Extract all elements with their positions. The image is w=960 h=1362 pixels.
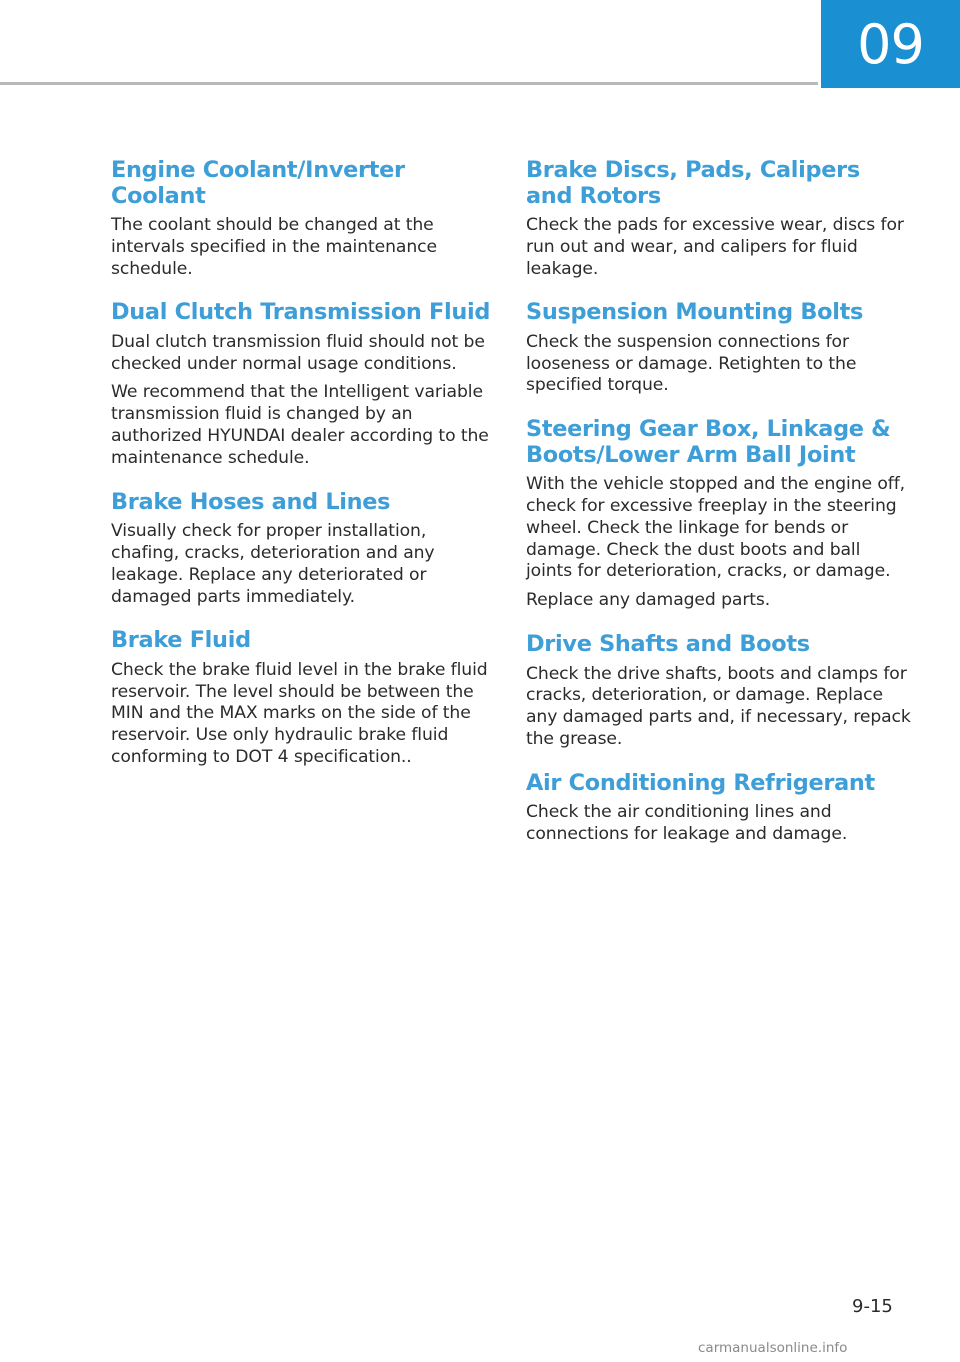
watermark-text: carmanualsonline.info (698, 1340, 848, 1356)
section-paragraph: Check the pads for excessive wear, discs for run out and wear, and calipers for fluid leakage. (526, 215, 904, 279)
section-brake-fluid (111, 628, 496, 768)
section-heading: Brake Hoses and Lines (111, 488, 391, 515)
section-heading: Brake Fluid (111, 627, 251, 654)
section-heading: Dual Clutch Transmission Fluid (111, 299, 491, 326)
section-paragraph: We recommend that the Intelligent variable transmission fluid is changed by an authorized HYUNDAI dealer according to the maintenance schedule. (111, 382, 489, 468)
section-paragraph: The coolant should be changed at the intervals specified in the maintenance schedule. (111, 215, 437, 279)
section-heading: Steering Gear Box, Linkage & Boots/Lower Arm Ball Joint (526, 416, 891, 468)
section-suspension-bolts (526, 300, 911, 397)
chapter-tab (821, 0, 960, 88)
section-heading: Brake Discs, Pads, Calipers and Rotors (526, 157, 860, 209)
section-paragraph: Check the drive shafts, boots and clamps for cracks, deterioration, or damage. Replace any damaged parts and, if necessary, repack the grease. (526, 663, 911, 749)
section-brake-discs (526, 158, 911, 280)
section-heading: Air Conditioning Refrigerant (526, 769, 875, 796)
header-rule (0, 82, 818, 85)
section-paragraph: Visually check for proper installation, chafing, cracks, deterioration and any leakage. Replace any deteriorated or damaged parts immediately. (111, 521, 435, 607)
section-heading: Drive Shafts and Boots (526, 631, 810, 658)
section-paragraph: With the vehicle stopped and the engine off, check for excessive freeplay in the steering wheel. Check the linkage for bends or damage. Check the dust boots and ball joints for deterioration, cracks, or damage. (526, 474, 906, 582)
chapter-number: 09 (857, 12, 924, 76)
section-paragraph: Check the air conditioning lines and connections for leakage and damage. (526, 802, 848, 845)
section-heading: Suspension Mounting Bolts (526, 299, 864, 326)
left-column (111, 158, 496, 789)
section-brake-hoses (111, 490, 496, 609)
section-paragraph: Check the brake fluid level in the brake fluid reservoir. The level should be between the MIN and the MAX marks on the side of the reservoir. Use only hydraulic brake fluid conforming to DOT 4 specification.. (111, 659, 488, 768)
section-paragraph: Dual clutch transmission fluid should not be checked under normal usage conditions. (111, 331, 485, 374)
section-heading: Engine Coolant/Inverter Coolant (111, 157, 405, 209)
section-ac-refrigerant (526, 771, 911, 846)
section-paragraph: Check the suspension connections for looseness or damage. Retighten to the specified torque. (526, 331, 857, 396)
right-column (526, 158, 911, 866)
section-drive-shafts (526, 632, 911, 751)
page-number: 9-15 (852, 1296, 893, 1317)
section-dual-clutch-fluid (111, 300, 496, 469)
section-paragraph: Replace any damaged parts. (526, 590, 771, 611)
section-steering-gear (526, 417, 911, 612)
section-engine-coolant (111, 158, 496, 280)
